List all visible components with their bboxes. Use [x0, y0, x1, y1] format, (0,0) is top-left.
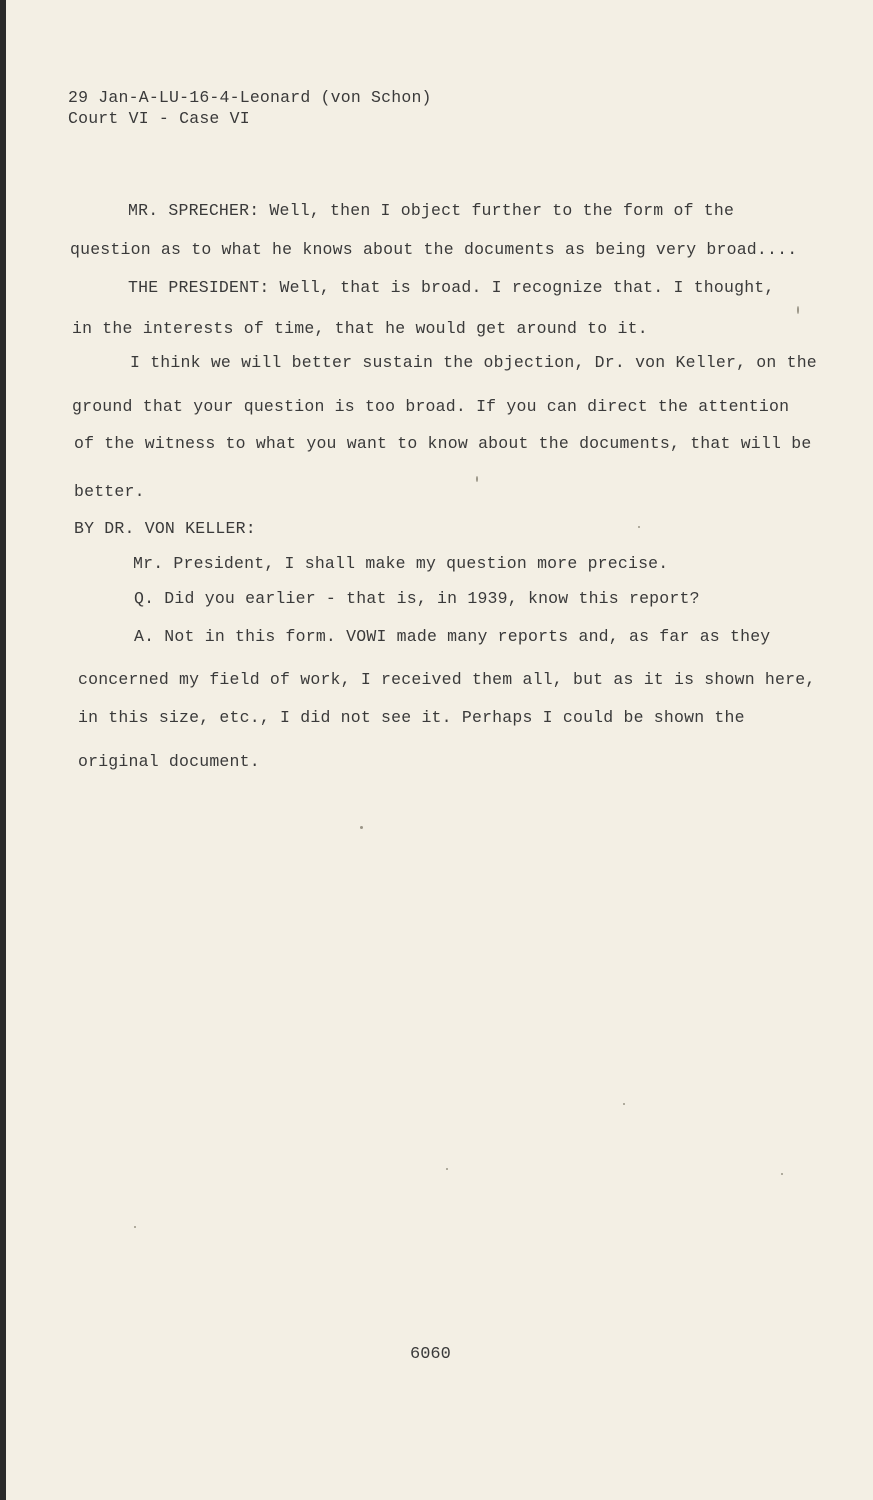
paper-speck: [638, 526, 640, 528]
paper-speck: [476, 476, 478, 482]
paper-speck: [360, 826, 363, 829]
paper-speck: [623, 1103, 625, 1105]
body-line: THE PRESIDENT: Well, that is broad. I recognize that. I thought,: [128, 278, 775, 297]
body-line: in this size, etc., I did not see it. Perhaps I could be shown the: [78, 708, 745, 727]
body-line: I think we will better sustain the objection, Dr. von Keller, on the: [130, 353, 817, 372]
header-line-1: 29 Jan-A-LU-16-4-Leonard (von Schon): [68, 88, 432, 107]
page-number: 6060: [410, 1345, 451, 1364]
body-line: in the interests of time, that he would get around to it.: [72, 319, 648, 338]
header-line-2: Court VI - Case VI: [68, 109, 250, 128]
body-line: of the witness to what you want to know about the documents, that will be: [74, 434, 812, 453]
paper-speck: [797, 306, 799, 314]
body-line: BY DR. VON KELLER:: [74, 519, 256, 538]
body-line: question as to what he knows about the documents as being very broad....: [70, 240, 798, 259]
body-line: Mr. President, I shall make my question more precise.: [133, 554, 669, 573]
paper-speck: [781, 1173, 783, 1175]
body-line: concerned my field of work, I received them all, but as it is shown here,: [78, 670, 816, 689]
body-line: ground that your question is too broad. If you can direct the attention: [72, 397, 790, 416]
body-line: original document.: [78, 752, 260, 771]
body-line: MR. SPRECHER: Well, then I object further to the form of the: [128, 201, 735, 220]
body-line: A. Not in this form. VOWI made many reports and, as far as they: [134, 627, 771, 646]
paper-speck: [446, 1168, 448, 1170]
paper-speck: [134, 1226, 136, 1228]
body-line: Q. Did you earlier - that is, in 1939, know this report?: [134, 589, 700, 608]
body-line: better.: [74, 482, 145, 501]
